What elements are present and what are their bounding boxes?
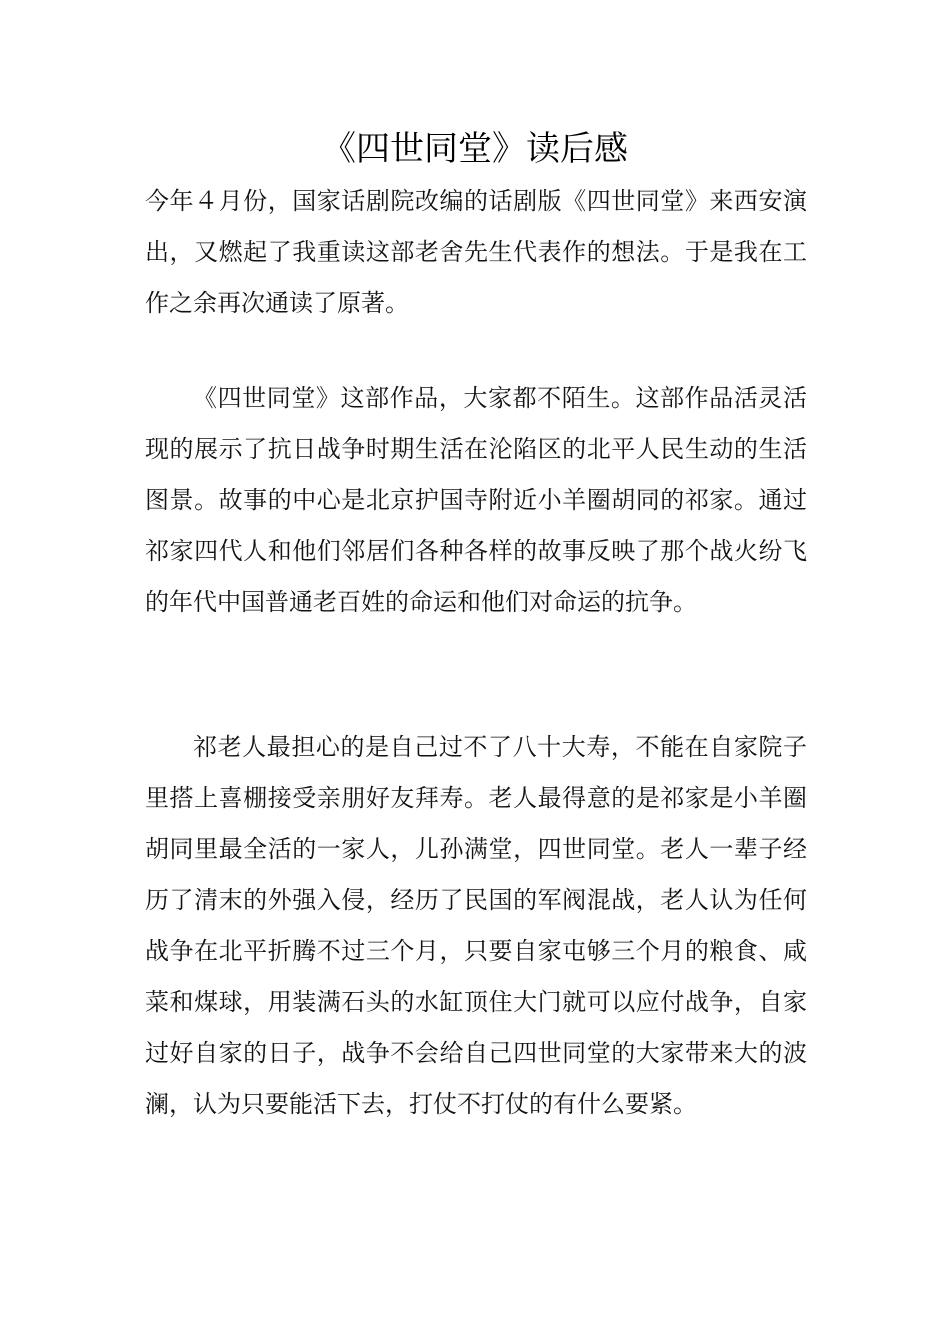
paragraph-3: 祁老人最担心的是自己过不了八十大寿，不能在自家院子里搭上喜棚接受亲朋好友拜寿。老人最得意的是祁家是小羊圈胡同里最全活的一家人，儿孙满堂，四世同堂。老人一辈子经历了清末的外强入侵，经历了民国的军阀混战，老人认为任何战争在北平折腾不过三个月，只要自家屯够三个月的粮食、咸菜和煤球，用装满石头的水缸顶住大门就可以应付战争，自家过好自家的日子，战争不会给自己四世同堂的大家带来大的波澜，认为只要能活下去，打仗不打仗的有什么要紧。 (145, 733, 807, 1118)
paragraph-1: 今年４月份，国家话剧院改编的话剧版《四世同堂》来西安演出，又燃起了我重读这部老舍先生代表作的想法。于是我在工作之余再次通读了原著。 (145, 187, 807, 317)
document-title: 《四世同堂》读后感 (322, 129, 628, 169)
paragraph-2: 《四世同堂》这部作品，大家都不陌生。这部作品活灵活现的展示了抗日战争时期生活在沦陷区的北平人民生动的生活图景。故事的中心是北京护国寺附近小羊圈胡同的祁家。通过祁家四代人和他们邻居们各种各样的故事反映了那个战火纷飞的年代中国普通老百姓的命运和他们对命运的抗争。 (145, 384, 807, 616)
